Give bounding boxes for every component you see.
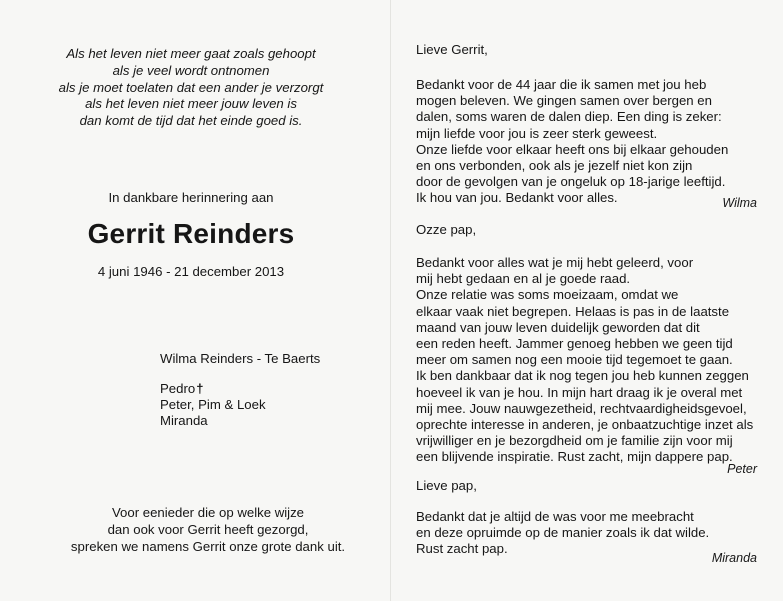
family-member [160, 381, 320, 397]
life-dates: 4 juni 1946 - 21 december 2013 [97, 264, 285, 279]
letter-line: Ik hou van jou. Bedankt voor alles. [416, 190, 618, 206]
poem-line: als het leven niet meer jouw leven is [85, 96, 297, 112]
thanks-line: Voor eenieder die op welke wijze [111, 505, 305, 520]
letter-greeting: Lieve pap, [416, 478, 477, 493]
thanks-note [40, 505, 376, 555]
letter-line: elkaar vaak niet begrepen. Helaas is pas in de laatste [416, 303, 730, 319]
thanks-line: spreken we namens Gerrit onze grote dank uit. [70, 538, 346, 554]
letter-signature: Wilma [722, 196, 757, 210]
letter-line: en deze opruimde op de manier zoals ik dat wilde. [416, 525, 710, 541]
family-spouse: Wilma Reinders - Te Baerts [160, 351, 321, 366]
letter-line: dalen, soms waren de dalen diep. Een ding is zeker: [416, 109, 722, 125]
letter-line: hoeveel ik van je hou. In mijn hart draag ik je overal met [416, 384, 743, 400]
poem-line: dan komt de tijd dat het einde goed is. [79, 113, 303, 129]
letter-line: Onze relatie was soms moeizaam, omdat we [416, 287, 679, 303]
letter-line: vrijwilliger en je bezorgdheid om je familie zijn voor mij [416, 433, 733, 449]
letter-greeting: Lieve Gerrit, [416, 42, 488, 57]
letter-signature: Miranda [711, 551, 757, 565]
left-panel [0, 0, 390, 601]
family-list [160, 351, 320, 429]
letter-line: mijn liefde voor jou is zeer sterk geweest. [416, 125, 658, 141]
letter-line: mij mee. Jouw nauwgezetheid, rechtvaardigheidsgevoel, [416, 400, 747, 416]
poem-line: als je veel wordt ontnomen [112, 62, 270, 78]
letter-line: Bedankt dat je altijd de was voor me meebracht [416, 509, 694, 524]
thanks-line: dan ook voor Gerrit heeft gezorgd, [107, 521, 309, 537]
letter-signature: Peter [727, 462, 757, 476]
letter-line: Rust zacht pap. [416, 541, 508, 557]
letter-line: maand van jouw leven duidelijk geworden dat dit [416, 319, 700, 335]
letter-line: mij hebt gedaan en al je goede raad. [416, 271, 631, 287]
dedication: In dankbare herinnering aan [108, 190, 274, 205]
family-spacer [160, 367, 320, 381]
family-member: Miranda [160, 413, 208, 428]
letter-line: en ons verbonden, ook als je jezelf niet kon zijn [416, 158, 693, 174]
poem [30, 46, 352, 130]
letter-line: Bedankt voor alles wat je mij hebt geleerd, voor [416, 255, 694, 270]
letter-body [416, 255, 766, 466]
family-member: Peter, Pim & Loek [160, 397, 266, 412]
letter-line: een reden heeft. Jammer genoeg hebben we geen tijd [416, 336, 733, 352]
family-member-name: Pedro [160, 381, 196, 396]
right-panel [390, 0, 783, 601]
letter-line: oprechte interesse in anderen, je onbaatzuchtige inzet als [416, 417, 754, 433]
letter-line: door de gevolgen van je ongeluk op 18-jarige leeftijd. [416, 174, 726, 190]
letter-line: Ik ben dankbaar dat ik nog tegen jou heb kunnen zeggen [416, 368, 749, 384]
letter-body [416, 77, 766, 207]
letter-line: meer om samen nog een mooie tijd tegemoet te gaan. [416, 352, 733, 368]
deceased-name: Gerrit Reinders [87, 218, 295, 249]
poem-line: Als het leven niet meer gaat zoals gehoopt [66, 46, 316, 61]
letter-line: mogen beleven. We gingen samen over bergen en [416, 93, 712, 109]
poem-line: als je moet toelaten dat een ander je verzorgt [58, 79, 324, 95]
letter-greeting: Ozze pap, [416, 222, 477, 237]
cross-icon: † [196, 381, 204, 396]
letter-line: Bedankt voor de 44 jaar die ik samen met jou heb [416, 77, 707, 92]
letter-line: een blijvende inspiratie. Rust zacht, mijn dappere pap. [416, 449, 733, 465]
letter-line: Onze liefde voor elkaar heeft ons bij elkaar gehouden [416, 141, 729, 157]
